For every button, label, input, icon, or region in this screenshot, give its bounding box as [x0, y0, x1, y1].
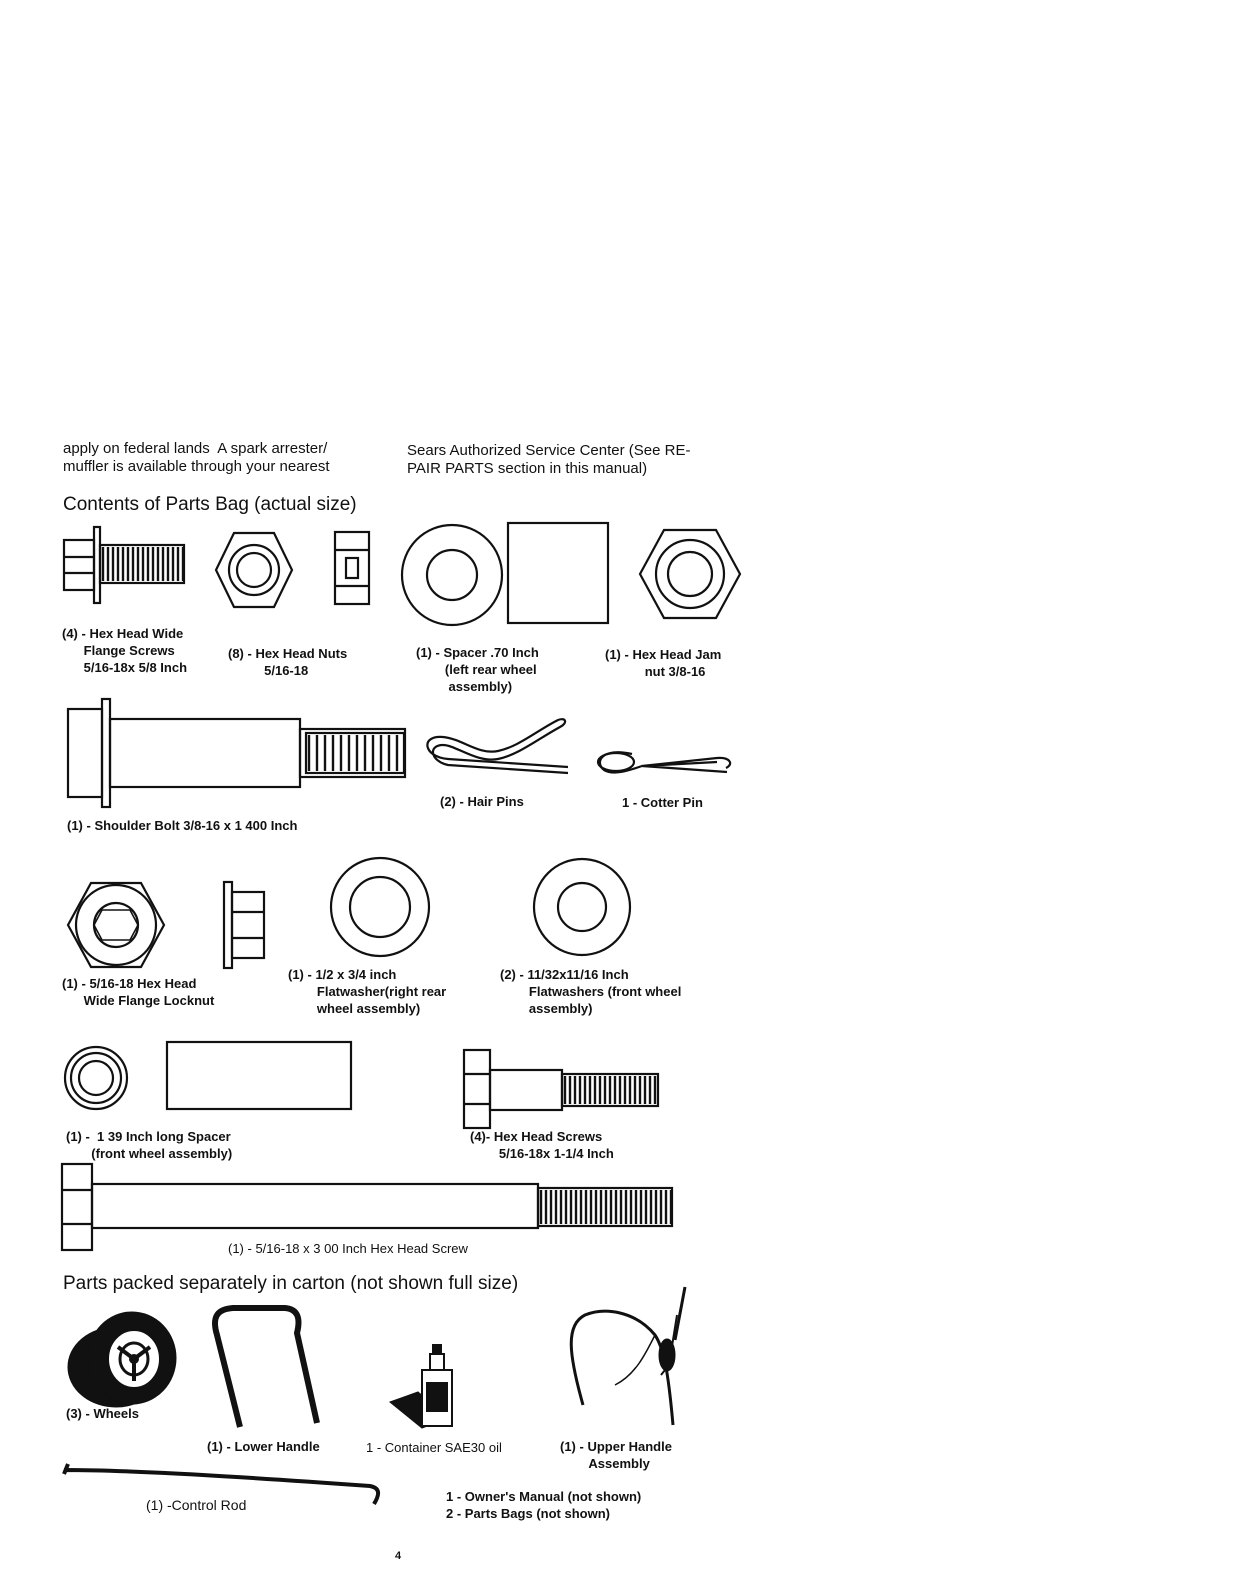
- shoulder-bolt-drawing: [66, 697, 411, 809]
- spacer-139-caption: (1) - 1 39 Inch long Spacer (front wheel assembly): [66, 1129, 233, 1161]
- hex-nut-drawing: [214, 530, 294, 610]
- locknut-drawing: [66, 880, 166, 970]
- hair-pin-drawing: [418, 715, 578, 775]
- hex-nuts-caption: (8) - Hex Head Nuts 5/16-18: [228, 646, 348, 678]
- hex-screws-caption: (4)- Hex Head Screws 5/16-18x 1-1/4 Inch: [470, 1129, 614, 1161]
- manual-bags-caption: 1 - Owner's Manual (not shown) 2 - Parts Bags (not shown): [446, 1489, 642, 1521]
- flange-screw-drawing: [62, 525, 192, 605]
- locknut-side-drawing: [222, 878, 268, 970]
- long-spacer-drawing: [165, 1040, 355, 1112]
- upper-handle-caption: (1) - Upper Handle Assembly: [560, 1439, 672, 1471]
- spacer-70-drawing: [400, 520, 615, 625]
- upper-handle-drawing: [565, 1285, 695, 1435]
- small-washer-drawing: [63, 1045, 129, 1111]
- flatwasher-half-caption: (1) - 1/2 x 3/4 inch Flatwasher(right rear wheel assembly): [288, 967, 447, 1016]
- shoulder-bolt-caption: (1) - Shoulder Bolt 3/8-16 x 1 400 Inch: [67, 818, 298, 833]
- intro-right: Sears Authorized Service Center (See RE- PAIR PARTS section in this manual): [407, 442, 691, 477]
- lower-handle-drawing: [205, 1305, 325, 1430]
- page-number: 4: [395, 1550, 402, 1562]
- hair-pins-caption: (2) - Hair Pins: [440, 794, 524, 809]
- long-screw-caption: (1) - 5/16-18 x 3 00 Inch Hex Head Screw: [228, 1241, 468, 1256]
- wheel-drawing: [66, 1305, 181, 1410]
- oil-container-drawing: [388, 1340, 468, 1430]
- flange-screws-caption: (4) - Hex Head Wide Flange Screws 5/16-18x 5/8 Inch: [62, 626, 188, 675]
- hex-screw-drawing: [462, 1048, 667, 1130]
- parts-bag-title: Contents of Parts Bag (actual size): [63, 494, 357, 515]
- flatwasher-half-drawing: [328, 855, 432, 959]
- flatwasher-front-drawing: [530, 855, 634, 959]
- control-rod-caption: (1) -Control Rod: [146, 1497, 247, 1513]
- container-caption: 1 - Container SAE30 oil: [366, 1440, 502, 1455]
- locknut-caption: (1) - 5/16-18 Hex Head Wide Flange Locknut: [62, 976, 215, 1008]
- cotter-pin-drawing: [592, 742, 737, 782]
- carton-title: Parts packed separately in carton (not shown full size): [63, 1273, 519, 1294]
- wheels-caption: (3) - Wheels: [66, 1406, 139, 1421]
- intro-left: apply on federal lands A spark arrester/ muffler is available through your nearest: [63, 440, 330, 475]
- jam-nut-drawing: [638, 527, 742, 621]
- jam-nut-caption: (1) - Hex Head Jam nut 3/8-16: [605, 647, 722, 679]
- long-hex-screw-drawing: [60, 1162, 680, 1252]
- flatwashers-front-caption: (2) - 11/32x11/16 Inch Flatwashers (front wheel assembly): [500, 967, 682, 1016]
- lower-handle-caption: (1) - Lower Handle: [207, 1439, 320, 1454]
- nut-side-drawing: [333, 530, 373, 606]
- spacer-70-caption: (1) - Spacer .70 Inch (left rear wheel assembly): [416, 645, 539, 694]
- cotter-pin-caption: 1 - Cotter Pin: [622, 795, 703, 810]
